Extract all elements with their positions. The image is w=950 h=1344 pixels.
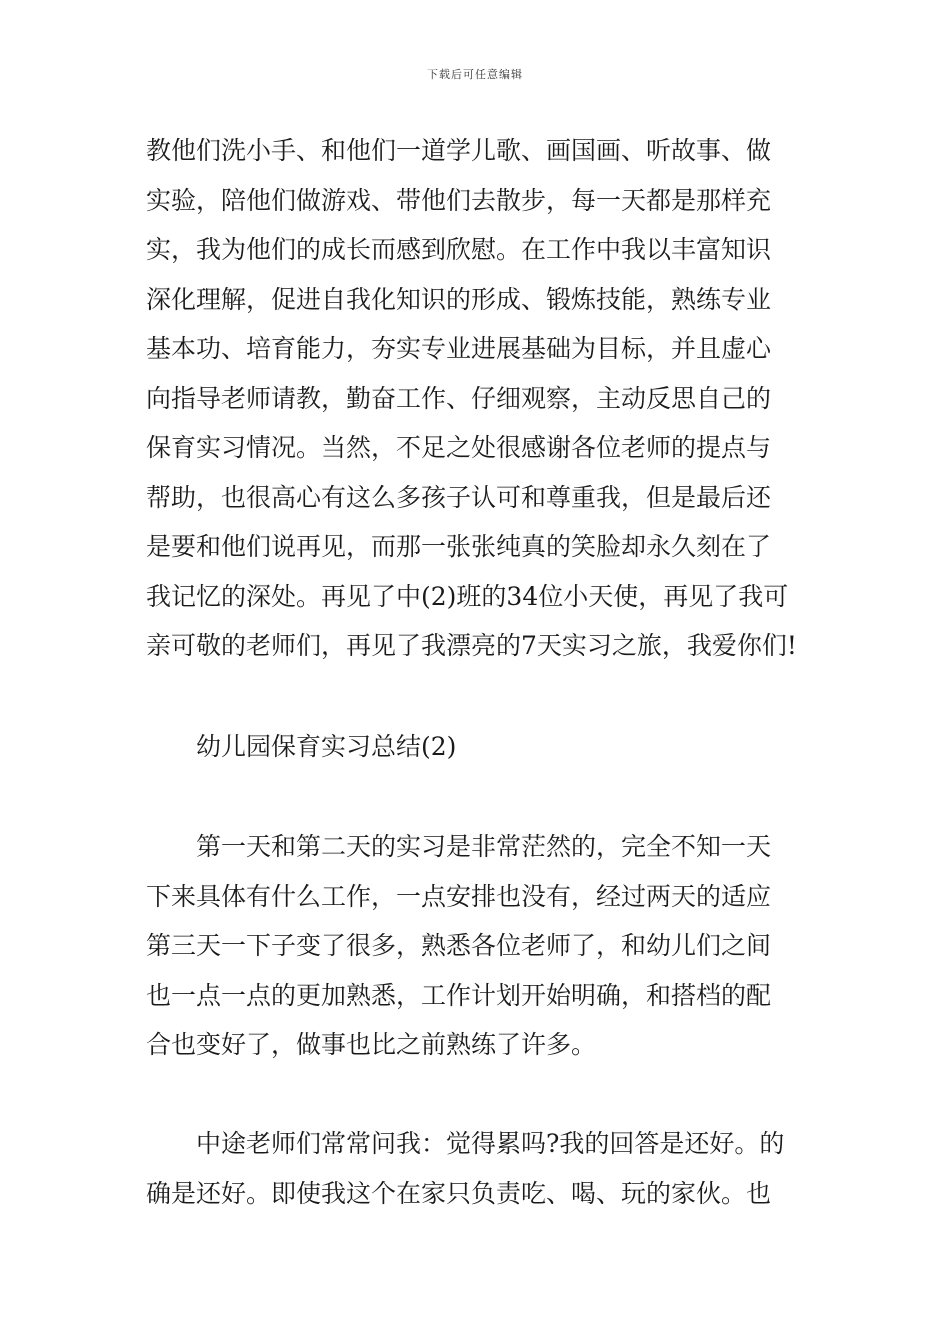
paragraph-2 [146,822,810,1070]
text-line: 第三天一下子变了很多，熟悉各位老师了，和幼儿们之间 [146,931,772,960]
text-line: 也一点一点的更加熟悉，工作计划开始明确，和搭档的配 [146,980,772,1010]
paragraph-1 [146,126,810,671]
text-line: 实验，陪他们做游戏、带他们去散步，每一天都是那样充 [146,185,772,215]
text-line: 实，我为他们的成长而感到欣慰。在工作中我以丰富知识 [146,235,772,264]
text-line: 确是还好。即使我这个在家只负责吃、喝、玩的家伙。也 [146,1178,772,1208]
text-line: 亲可敬的老师们，再见了我漂亮的7天实习之旅，我爱你们! [146,631,797,660]
text-line: 向指导老师请教，勤奋工作、仔细观察，主动反思自己的 [146,383,772,413]
text-line: 帮助，也很高心有这么多孩子认可和尊重我，但是最后还 [146,482,772,512]
text-line: 基本功、培育能力，夯实专业进展基础为目标，并且虚心 [146,334,772,363]
section-heading: 幼儿园保育实习总结(2) [196,732,457,761]
text-line: 保育实习情况。当然，不足之处很感谢各位老师的提点与 [146,433,772,462]
text-line: 是要和他们说再见，而那一张张纯真的笑脸却永久刻在了 [146,532,772,561]
text-line: 合也变好了，做事也比之前熟练了许多。 [146,1030,597,1059]
text-line: 我记忆的深处。再见了中(2)班的34位小天使，再见了我可 [146,581,789,611]
text-line: 中途老师们常常问我：觉得累吗?我的回答是还好。的 [196,1129,785,1158]
text-line: 下来具体有什么工作，一点安排也没有，经过两天的适应 [146,881,772,911]
text-line: 第一天和第二天的实习是非常茫然的，完全不知一天 [196,832,772,861]
page-header: 下载后可任意编辑 [427,68,523,81]
text-line: 教他们洗小手、和他们一道学儿歌、画国画、听故事、做 [146,136,772,165]
paragraph-3 [146,1119,810,1218]
text-line: 深化理解，促进自我化知识的形成、锻炼技能，熟练专业 [146,284,772,314]
